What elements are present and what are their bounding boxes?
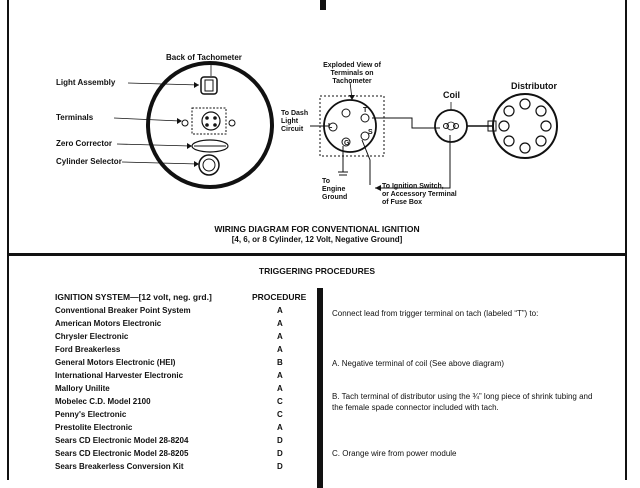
terminal-s-label: S <box>368 129 373 136</box>
coil <box>435 110 467 142</box>
system-row: Penny's Electronic <box>55 410 127 419</box>
system-row: Sears CD Electronic Model 28-8205 <box>55 449 189 458</box>
cylinder-selector <box>199 155 219 175</box>
dash-light-label: To Dash Light Circuit <box>281 110 309 133</box>
procedure-code: A <box>277 319 283 328</box>
triggering-section <box>9 256 625 480</box>
system-row: Prestolite Electronic <box>55 423 133 432</box>
system-row: General Motors Electronic (HEI) <box>55 358 176 367</box>
system-row: Conventional Breaker Point System <box>55 306 191 315</box>
system-row: American Motors Electronic <box>55 319 162 328</box>
distributor-label: Distributor <box>511 81 557 91</box>
diagram-title: WIRING DIAGRAM FOR CONVENTIONAL IGNITION <box>214 224 420 234</box>
engine-ground-label: To Engine Ground <box>322 178 348 201</box>
procedure-code: A <box>277 306 283 315</box>
procedure-code: C <box>277 397 283 406</box>
tachometer-body <box>148 63 272 187</box>
distributor <box>493 94 557 158</box>
exploded-view-label: Exploded View of Terminals on Tachometer <box>323 62 381 85</box>
procedure-code: A <box>277 423 283 432</box>
back-of-tachometer-label: Back of Tachometer <box>166 53 242 62</box>
cylinder-selector-label: Cylinder Selector <box>56 157 122 166</box>
diagram-subtitle: [4, 6, or 8 Cylinder, 12 Volt, Negative Ground] <box>231 235 403 244</box>
procedure-code: B <box>277 358 283 367</box>
coil-label: Coil <box>443 90 460 100</box>
procedure-code: D <box>277 449 283 458</box>
system-row: Sears Breakerless Conversion Kit <box>55 462 184 471</box>
terminals-label: Terminals <box>56 113 94 122</box>
procedure-code: A <box>277 384 283 393</box>
system-row: Mobelec C.D. Model 2100 <box>55 397 151 406</box>
procedure-c: C. Orange wire from power module <box>332 449 457 458</box>
system-header: IGNITION SYSTEM—[12 volt, neg. grd.] <box>55 292 212 302</box>
light-assembly-label: Light Assembly <box>56 78 116 87</box>
column-divider <box>317 288 323 488</box>
procedure-b: B. Tach terminal of distributor using the ¾” long piece of shrink tubing and the female spade connector included with tach. <box>332 392 593 412</box>
terminal-g-label: G <box>344 140 350 147</box>
system-row: Mallory Unilite <box>55 384 110 393</box>
zero-corrector-label: Zero Corrector <box>56 139 113 148</box>
procedure-code: D <box>277 462 283 471</box>
system-row: Ford Breakerless <box>55 345 121 354</box>
ignition-switch-label: To Ignition Switch, or Accessory Terminal of Fuse Box <box>382 183 457 206</box>
terminal-t-label: T <box>363 107 368 114</box>
system-row: Sears CD Electronic Model 28-8204 <box>55 436 189 445</box>
procedure-code: C <box>277 410 283 419</box>
procedure-a: A. Negative terminal of coil (See above diagram) <box>332 359 505 368</box>
procedure-header: PROCEDURE <box>252 292 307 302</box>
triggering-title: TRIGGERING PROCEDURES <box>258 266 376 276</box>
procedure-code: D <box>277 436 283 445</box>
procedure-code: A <box>277 345 283 354</box>
system-row: Chrysler Electronic <box>55 332 129 341</box>
procedure-code: A <box>277 371 283 380</box>
procedure-intro: Connect lead from trigger terminal on tach (labeled “T”) to: <box>332 309 539 318</box>
terminal-l-label: L <box>328 123 333 130</box>
system-row: International Harvester Electronic <box>55 371 184 380</box>
procedure-code: A <box>277 332 283 341</box>
